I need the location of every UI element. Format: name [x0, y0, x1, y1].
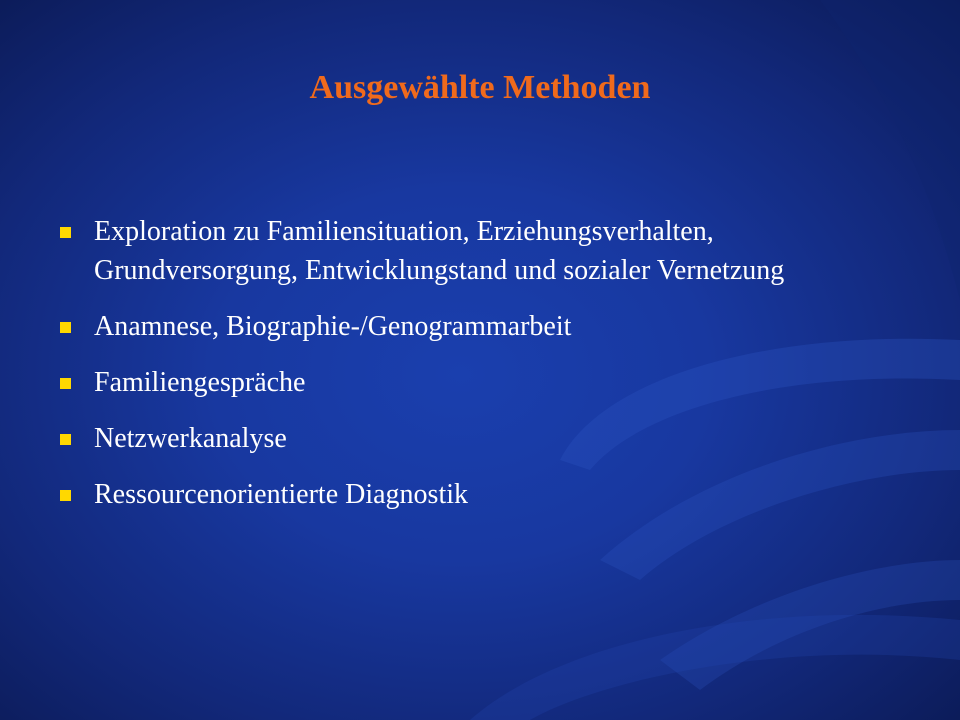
bullet-item	[60, 212, 920, 290]
slide-title: Ausgewählte Methoden	[309, 69, 651, 106]
bullet-text: Exploration zu Familiensituation, Erziehungsverhalten, Grundversorgung, Entwicklungstand und sozialer Vernetzung	[94, 216, 785, 286]
bullet-text: Anamnese, Biographie-/Genogrammarbeit	[94, 311, 572, 342]
bullet-item	[60, 475, 920, 514]
square-bullet-icon	[60, 490, 71, 501]
square-bullet-icon	[60, 378, 71, 389]
bullet-text: Familiengespräche	[94, 367, 306, 398]
bullet-item	[60, 419, 920, 458]
bullet-text: Netzwerkanalyse	[94, 423, 287, 454]
bullet-text: Ressourcenorientierte Diagnostik	[94, 479, 469, 510]
bullet-list	[60, 212, 920, 531]
square-bullet-icon	[60, 227, 71, 238]
square-bullet-icon	[60, 322, 71, 333]
bullet-item	[60, 307, 920, 346]
square-bullet-icon	[60, 434, 71, 445]
bullet-item	[60, 363, 920, 402]
